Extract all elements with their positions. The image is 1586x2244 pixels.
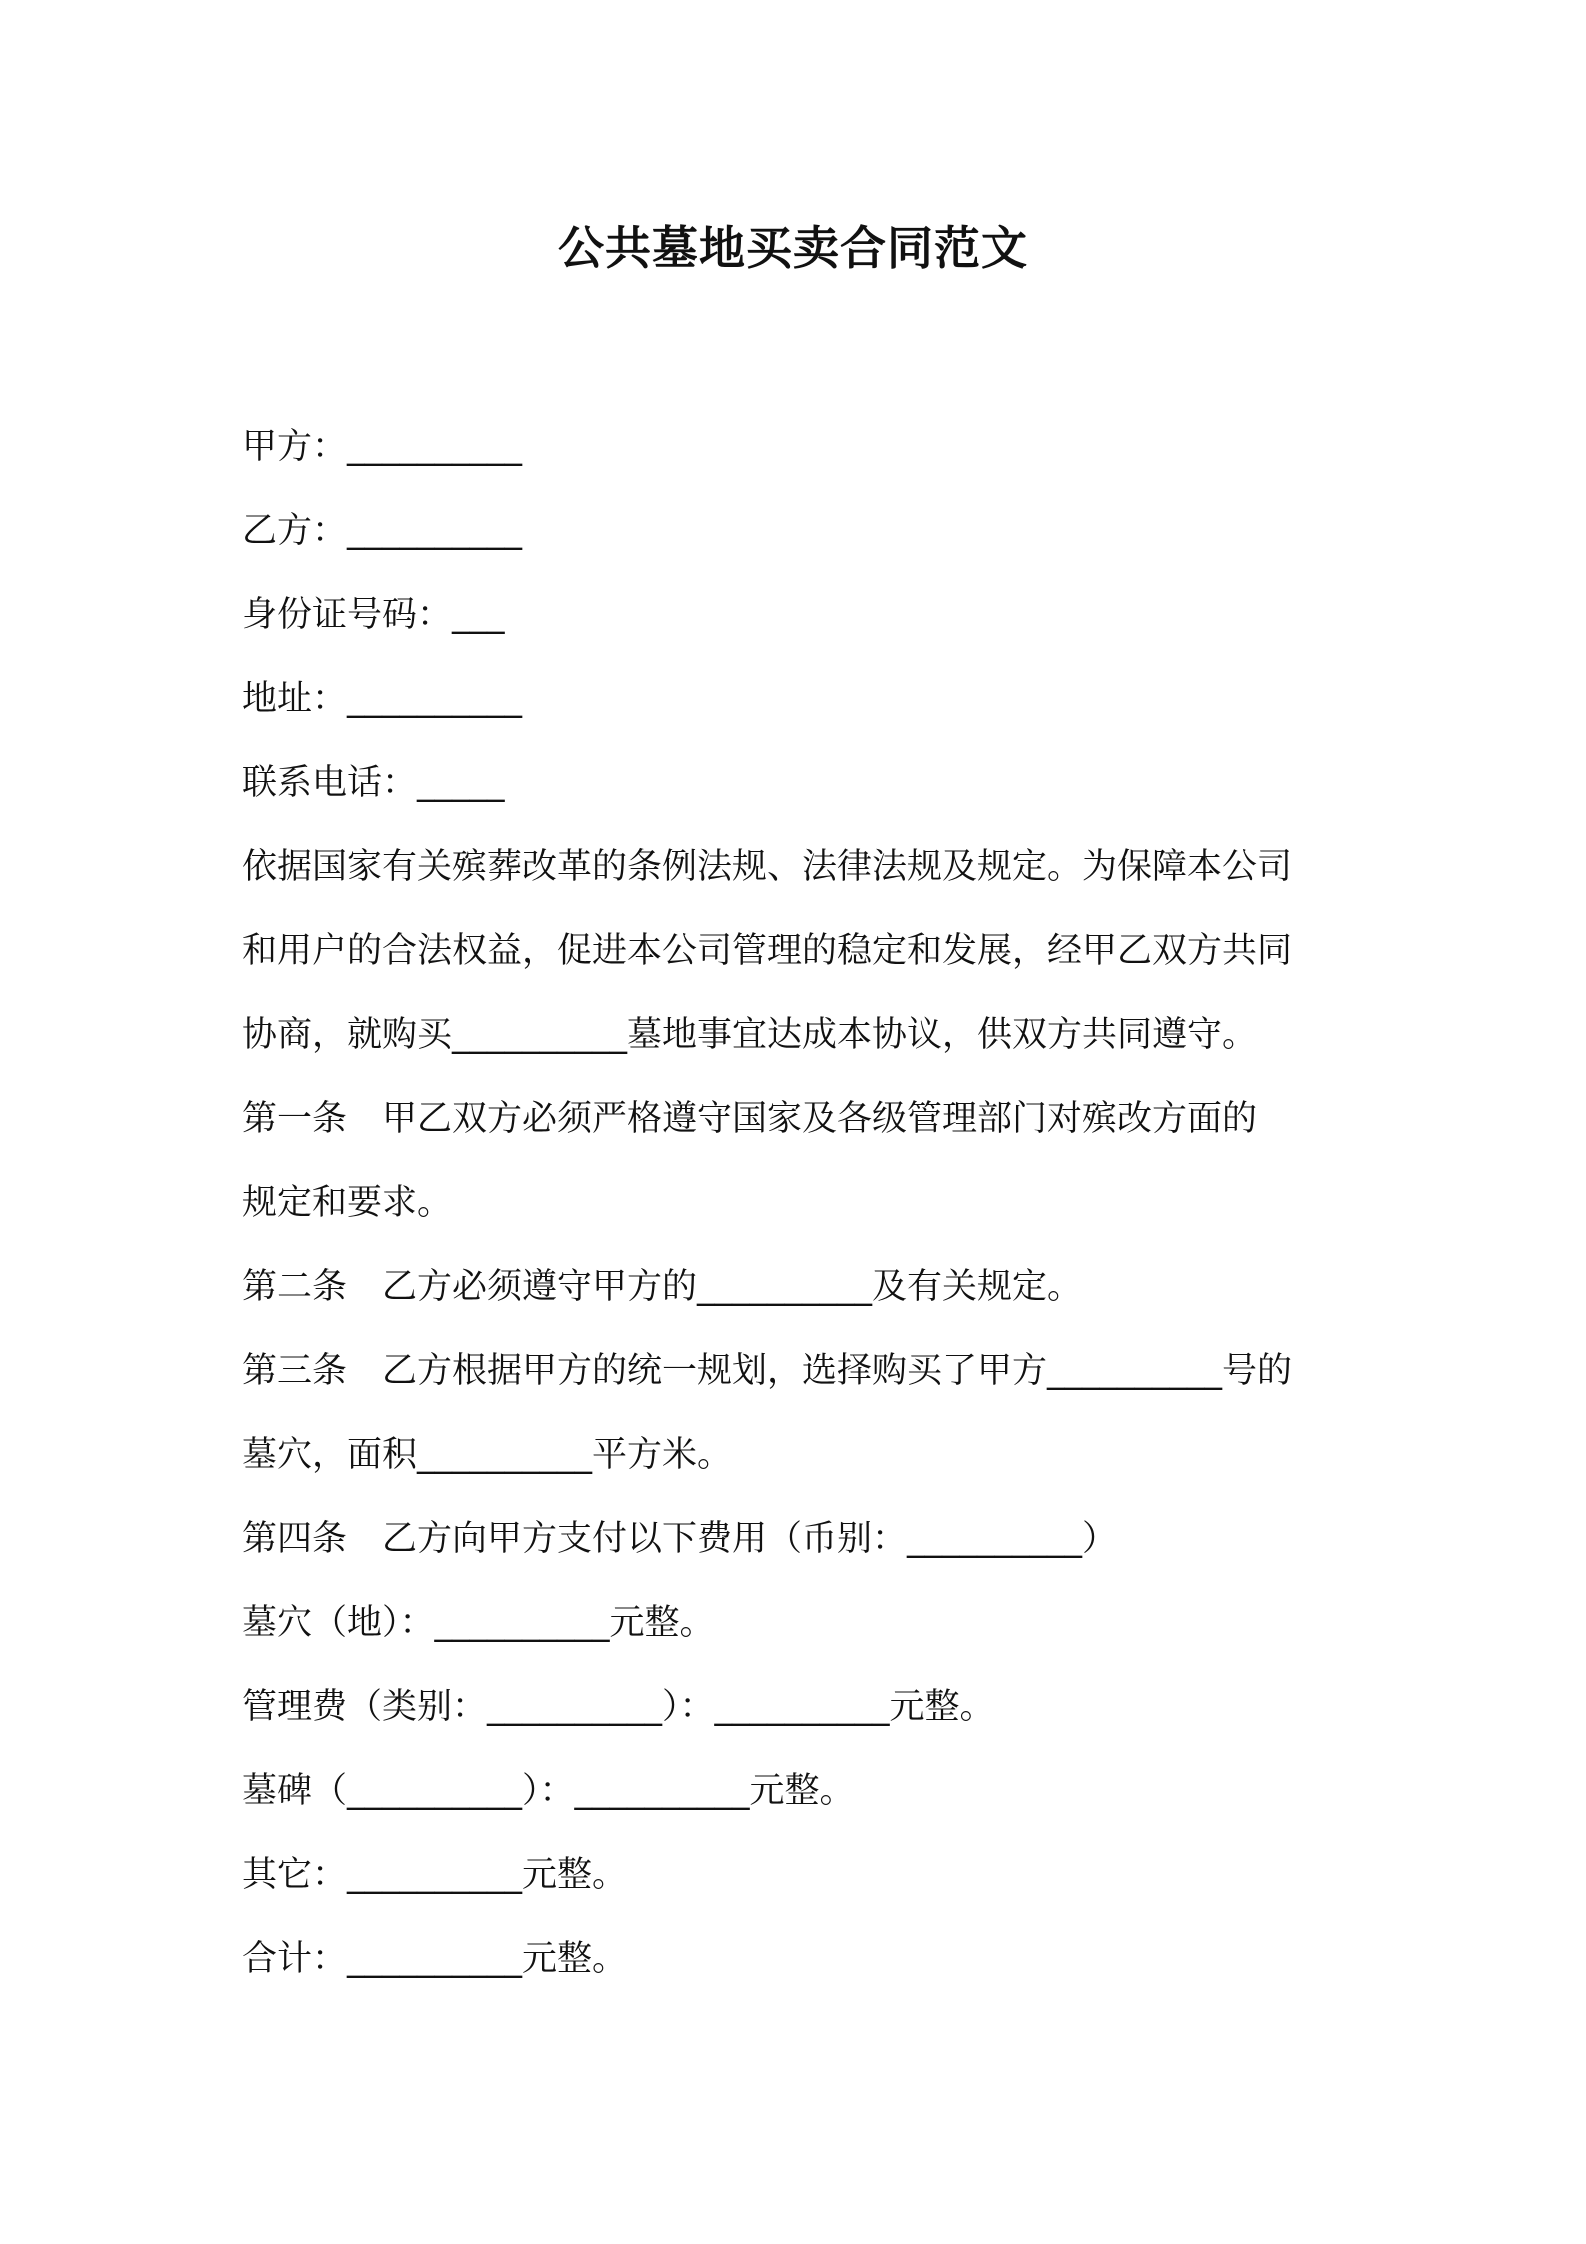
article-3-line-1: 第三条 乙方根据甲方的统一规划，选择购买了甲方__________号的: [242, 1351, 1293, 1391]
document-body: [242, 405, 1362, 2001]
fee-tombstone-line: 墓碑（__________）：__________元整。: [242, 1771, 855, 1811]
document-title: 公共墓地买卖合同范文: [558, 221, 1028, 275]
preamble-line-2: 和用户的合法权益，促进本公司管理的稳定和发展，经甲乙双方共同: [242, 931, 1293, 971]
preamble-line-1: 依据国家有关殡葬改革的条例法规、法律法规及规定。为保障本公司: [242, 847, 1293, 887]
fee-plot-line: 墓穴（地）：__________元整。: [242, 1603, 715, 1643]
article-2-line: 第二条 乙方必须遵守甲方的__________及有关规定。: [242, 1267, 1083, 1307]
party-a-line: 甲方：__________: [242, 427, 523, 467]
fee-management-line: 管理费（类别：__________）：__________元整。: [242, 1687, 995, 1727]
fee-other-line: 其它：__________元整。: [242, 1855, 628, 1895]
party-b-line: 乙方：__________: [242, 511, 523, 551]
article-4-line: 第四条 乙方向甲方支付以下费用（币别：__________）: [242, 1519, 1118, 1559]
fee-total-line: 合计：__________元整。: [242, 1939, 628, 1979]
preamble-line-3: 协商，就购买__________墓地事宜达成本协议，供双方共同遵守。: [242, 1015, 1258, 1055]
id-number-line: 身份证号码：___: [242, 595, 505, 635]
address-line: 地址：__________: [242, 679, 523, 719]
article-1-line-2: 规定和要求。: [242, 1183, 453, 1223]
phone-line: 联系电话：_____: [242, 763, 505, 803]
article-1-line-1: 第一条 甲乙双方必须严格遵守国家及各级管理部门对殡改方面的: [242, 1099, 1258, 1139]
article-3-line-2: 墓穴，面积__________平方米。: [242, 1435, 733, 1475]
